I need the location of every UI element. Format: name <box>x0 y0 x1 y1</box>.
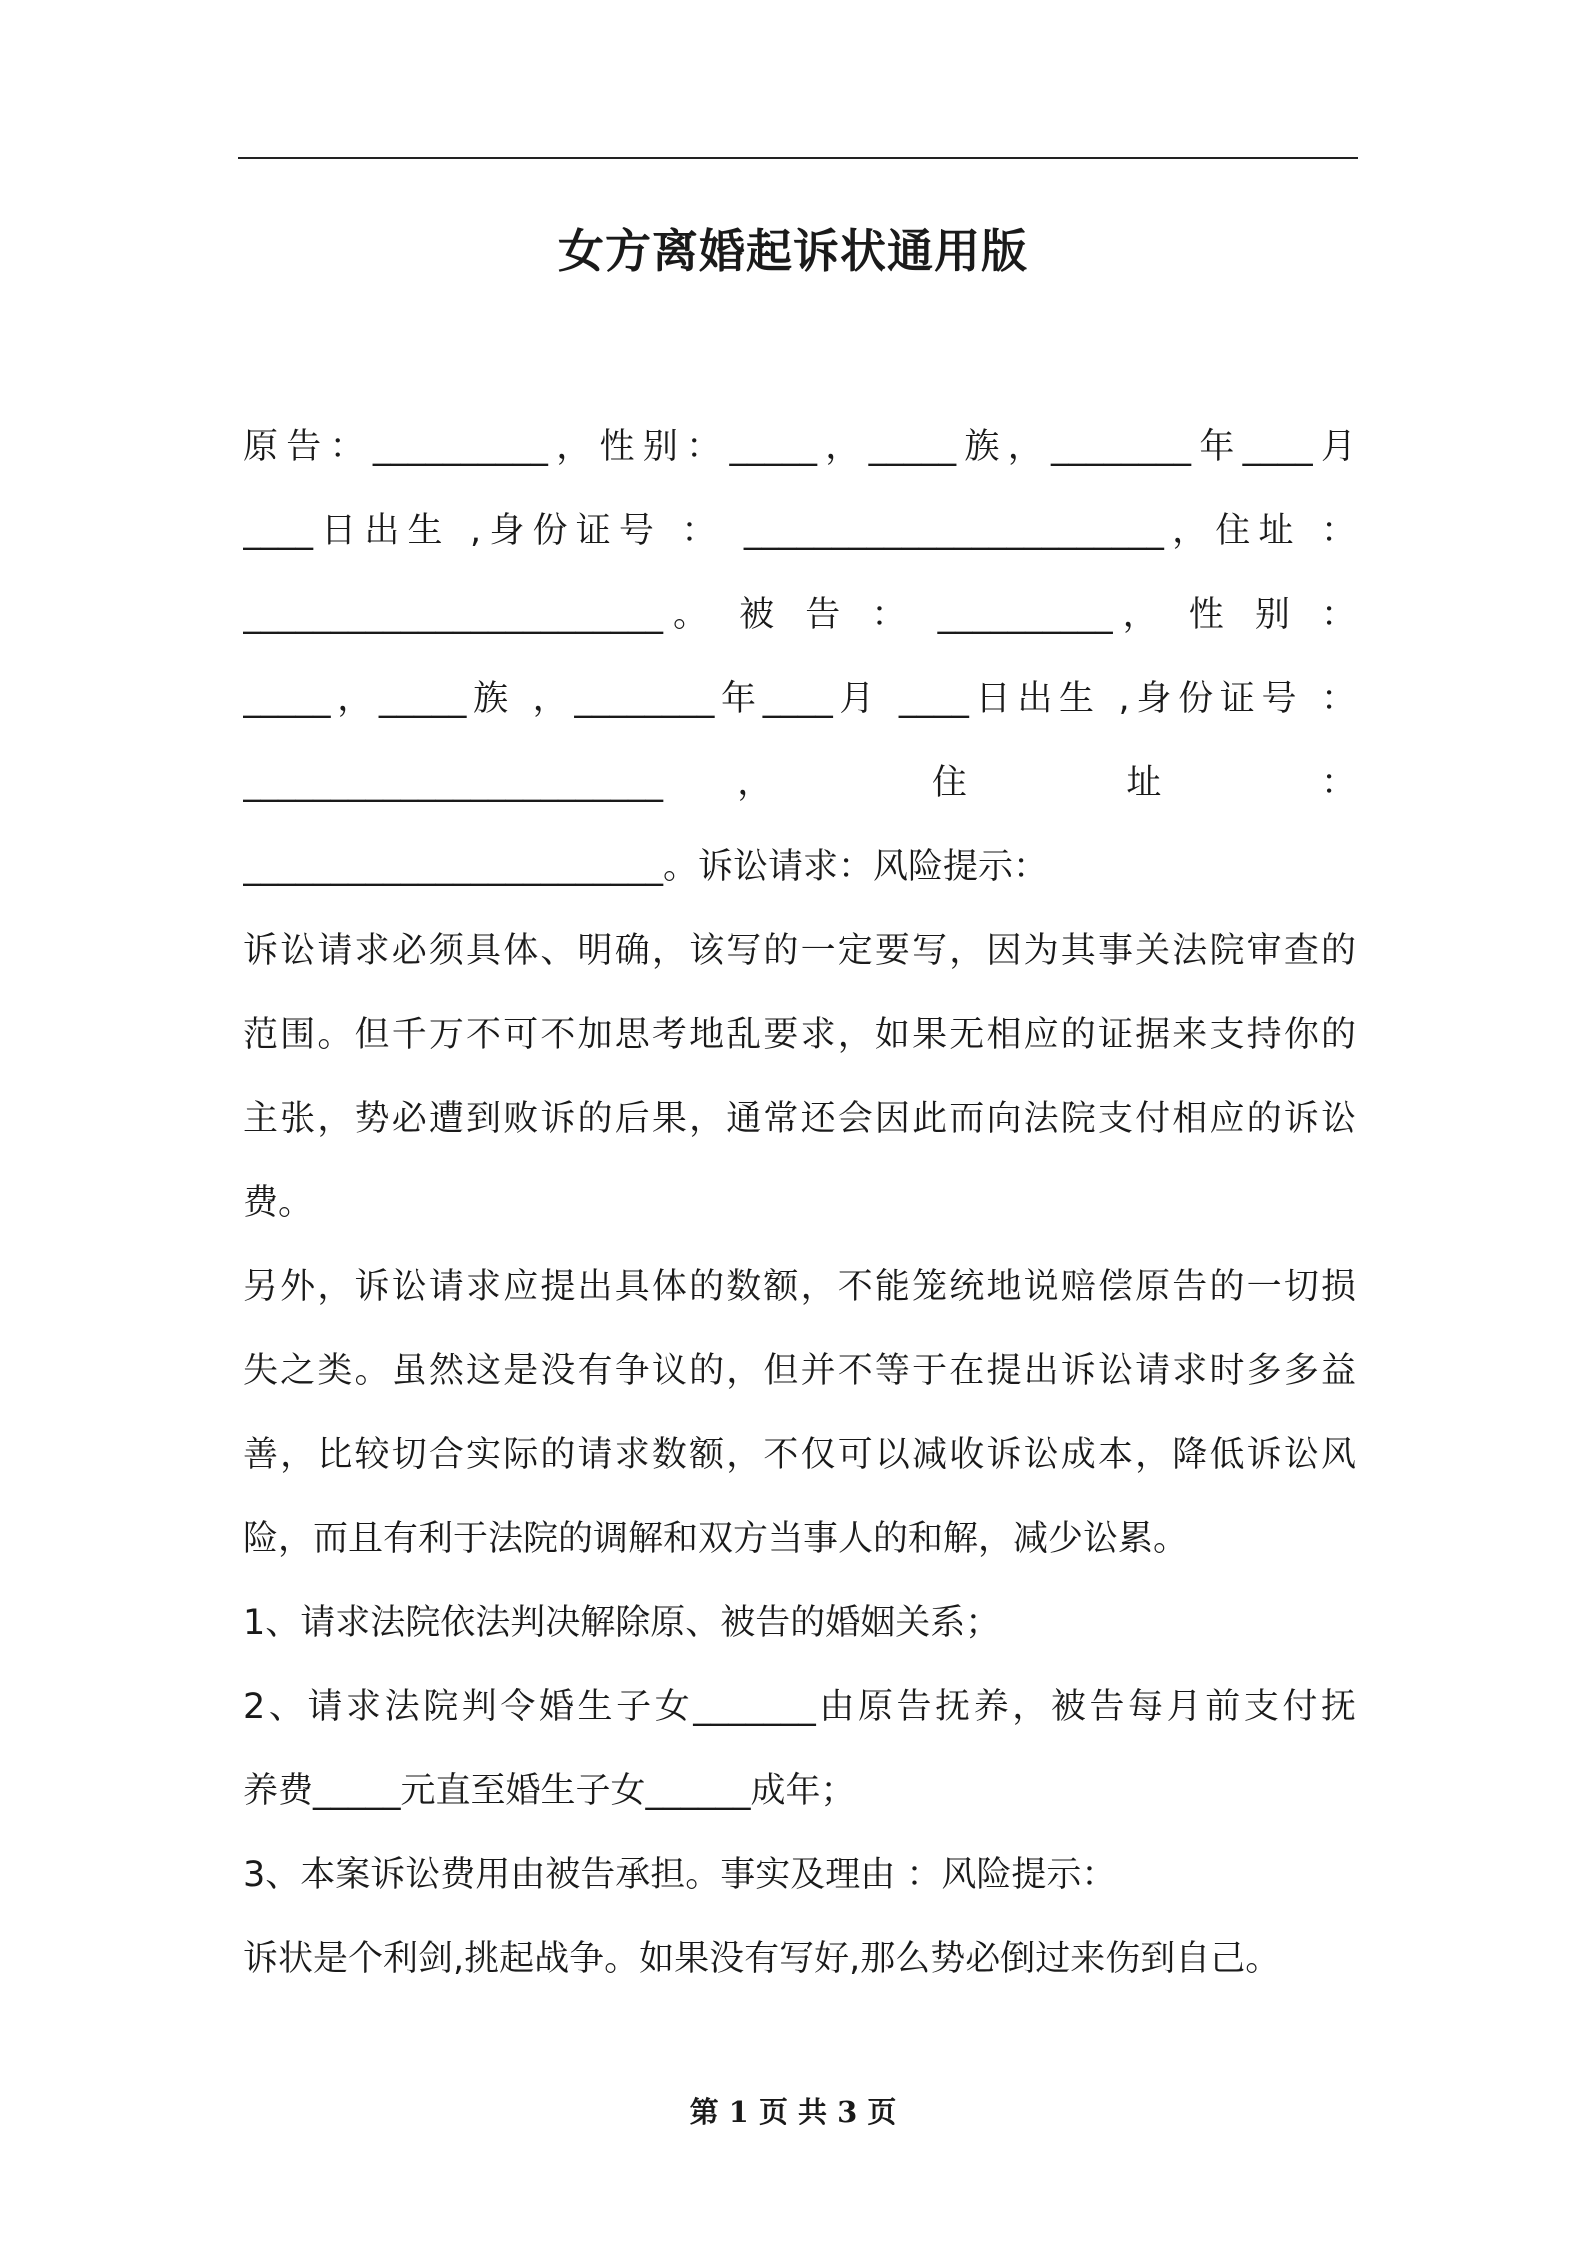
text-line: 善，比较切合实际的请求数额，不仅可以减收诉讼成本，降低诉讼风 <box>243 1435 1356 1475</box>
text-line: 1、请求法院依法判决解除原、被告的婚姻关系； <box>243 1603 1001 1643</box>
text-line: 诉状是个利剑,挑起战争。如果没有写好,那么势必倒过来伤到自己。 <box>243 1939 1281 1979</box>
document-title: 女方离婚起诉状通用版 <box>558 224 1028 278</box>
text-line: 另外，诉讼请求应提出具体的数额，不能笼统地说赔偿原告的一切损 <box>243 1267 1356 1307</box>
text-line: ____日出生 ,身份证号 ： ________________________，住址 ： <box>243 511 1356 551</box>
text-line: 养费_____元直至婚生子女______成年； <box>243 1771 856 1811</box>
text-line: 诉讼请求必须具体、明确，该写的一定要写，因为其事关法院审查的 <box>243 931 1356 971</box>
document-body <box>243 405 1356 2001</box>
text-line: ________________________。 被 告 ： __________， 性 别 ： <box>243 595 1356 635</box>
header-rule <box>238 157 1358 159</box>
text-line: ________________________， 住 址 ： <box>243 763 1356 803</box>
text-line: 原告：__________，性别：_____，_____族，________年____月 <box>243 427 1356 467</box>
text-line: _____，_____族 ，________年____月 ____日出生 ,身份证号 ： <box>243 679 1356 719</box>
text-line: 险，而且有利于法院的调解和双方当事人的和解，减少讼累。 <box>243 1519 1189 1559</box>
page-number: 第 1 页 共 3 页 <box>689 2095 897 2129</box>
text-line: 范围。但千万不可不加思考地乱要求，如果无相应的证据来支持你的 <box>243 1015 1356 1055</box>
text-line: 费。 <box>243 1183 314 1223</box>
text-line: 3、本案诉讼费用由被告承担。事实及理由 ：风险提示： <box>243 1855 1117 1895</box>
text-line: 2、请求法院判令婚生子女_______由原告抚养，被告每月前支付抚 <box>243 1687 1356 1727</box>
text-line: 主张，势必遭到败诉的后果，通常还会因此而向法院支付相应的诉讼 <box>243 1099 1356 1139</box>
text-line: 失之类。虽然这是没有争议的，但并不等于在提出诉讼请求时多多益 <box>243 1351 1356 1391</box>
text-line: ________________________。诉讼请求：风险提示： <box>243 847 1049 887</box>
